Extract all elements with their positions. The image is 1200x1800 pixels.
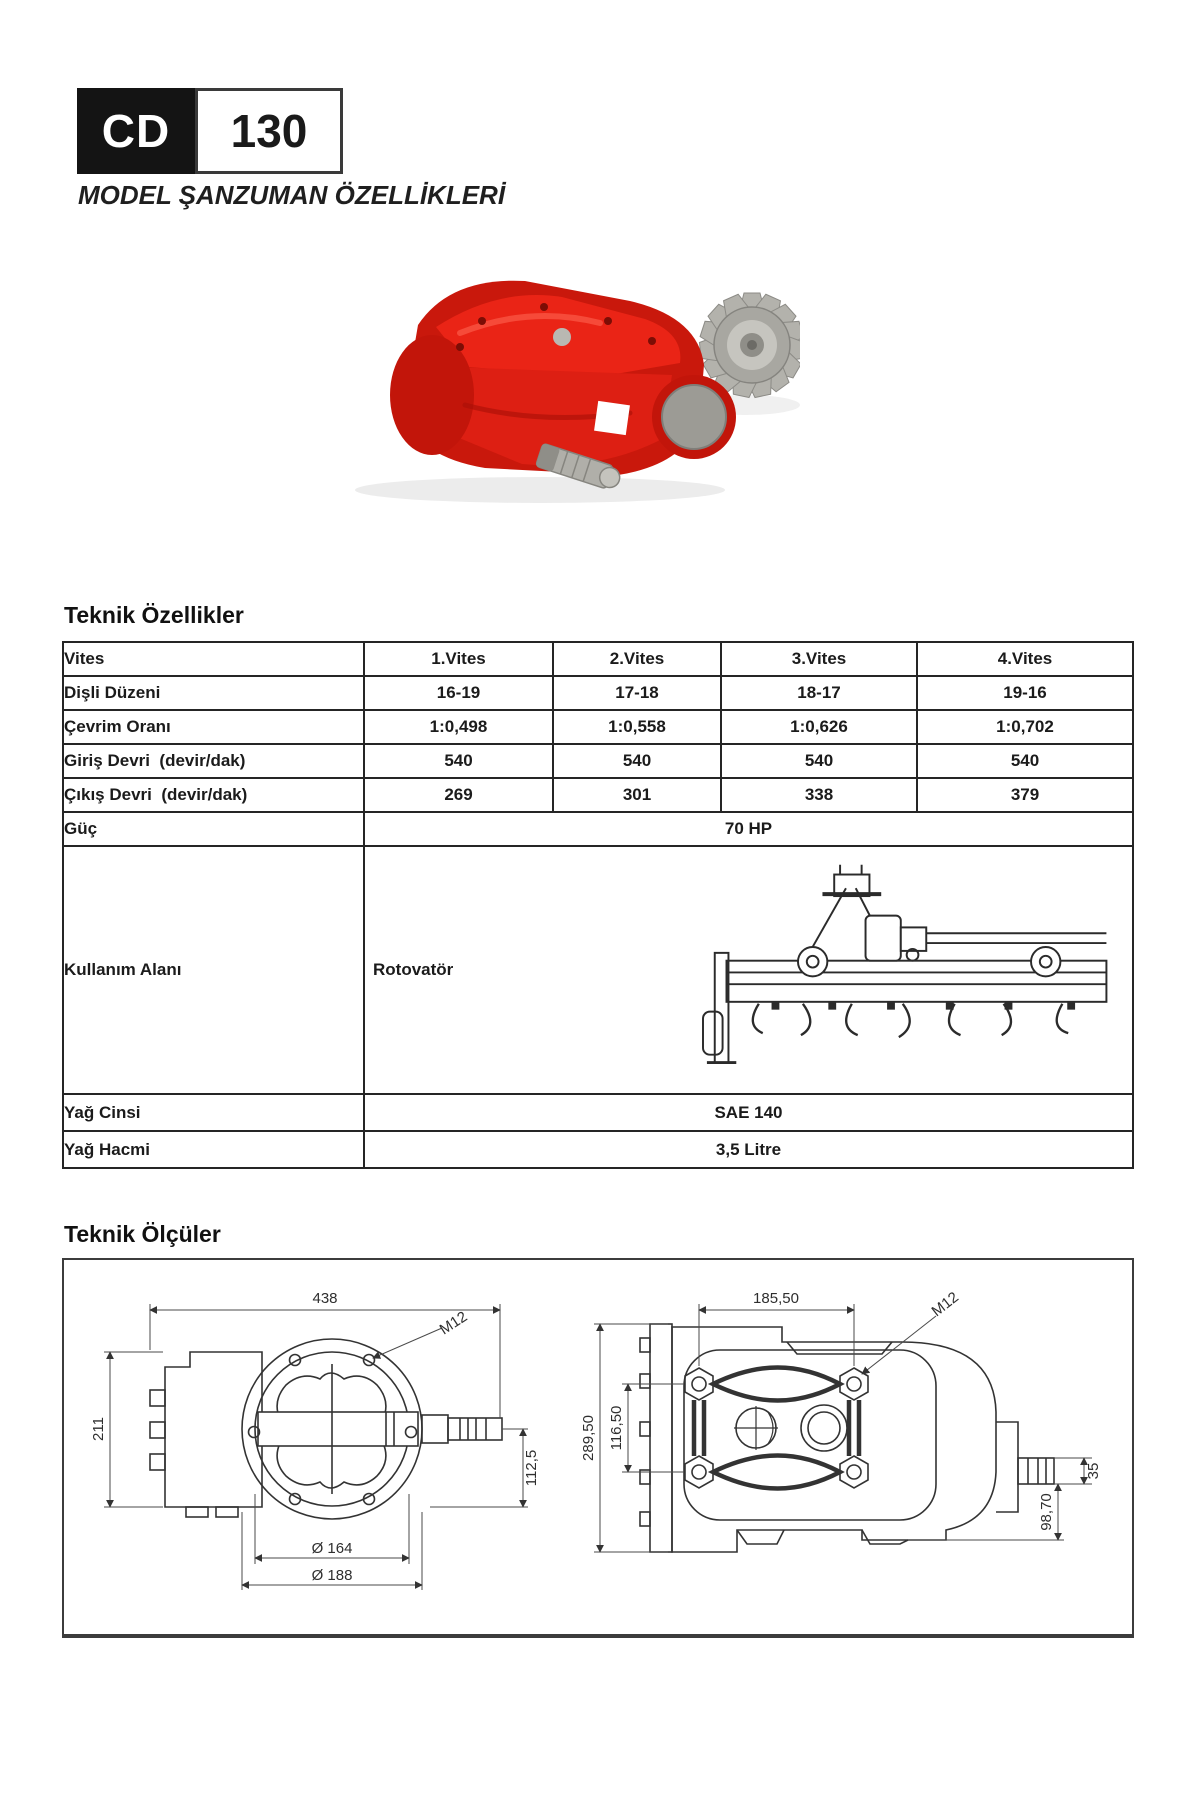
row-label: Çevrim Oranı [63, 710, 364, 744]
usage-value: Rotovatör [373, 960, 454, 979]
cell-value: 338 [721, 778, 917, 812]
cell-value: 17-18 [553, 676, 721, 710]
row-label-vites: Vites [63, 642, 364, 676]
cell-value-oil-type: SAE 140 [364, 1094, 1133, 1131]
table-row-oil-type [63, 1094, 1133, 1131]
model-brand-code: CD [77, 88, 195, 174]
row-label: Yağ Cinsi [63, 1094, 364, 1131]
cell-value: 1:0,558 [553, 710, 721, 744]
cell-value-oil-volume: 3,5 Litre [364, 1131, 1133, 1168]
table-row-power [63, 812, 1133, 846]
col-header-3: 3.Vites [721, 642, 917, 676]
spec-table [62, 641, 1134, 1169]
dim-flange-inner-diameter: Ø 164 [311, 1540, 353, 1557]
cell-value: 269 [364, 778, 553, 812]
dim-shaft-axis-offset: 112,5 [523, 1449, 540, 1487]
page-title: MODEL ŞANZUMAN ÖZELLİKLERİ [78, 180, 506, 210]
cell-value: 1:0,626 [721, 710, 917, 744]
col-header-1: 1.Vites [364, 642, 553, 676]
cell-value: 379 [917, 778, 1133, 812]
table-row-usage-area [63, 846, 1133, 1094]
dim-overall-height: 211 [90, 1417, 107, 1441]
dimension-drawing-top-view [90, 1272, 540, 1624]
cell-value: 540 [553, 744, 721, 778]
model-badge [77, 88, 343, 174]
gearbox-product-image [300, 225, 800, 515]
table-row-input-speed [63, 744, 1133, 778]
col-header-2: 2.Vites [553, 642, 721, 676]
technical-dimensions-panel [62, 1258, 1134, 1638]
dim-overall-width: 438 [312, 1290, 338, 1307]
row-label: Yağ Hacmi [63, 1131, 364, 1168]
row-label: Dişli Düzeni [63, 676, 364, 710]
gearbox-body [390, 281, 736, 492]
row-label: Çıkış Devri (devir/dak) [63, 778, 364, 812]
row-label: Güç [63, 812, 364, 846]
col-header-4: 4.Vites [917, 642, 1133, 676]
dim-flange-outer-diameter: Ø 188 [311, 1567, 353, 1584]
dim-bolt-label: M12 [928, 1288, 962, 1321]
table-row-ratio [63, 710, 1133, 744]
dim-bolt-spacing-width: 185,50 [753, 1290, 799, 1307]
cell-value: 1:0,498 [364, 710, 553, 744]
cell-value: 540 [721, 744, 917, 778]
cell-value-power: 70 HP [364, 812, 1133, 846]
specs-section-title: Teknik Özellikler [64, 602, 244, 628]
cell-value: 540 [364, 744, 553, 778]
rotary-tiller-drawing [656, 863, 1126, 1077]
table-row-oil-volume [63, 1131, 1133, 1168]
table-row-output-speed [63, 778, 1133, 812]
dimensions-section-title: Teknik Ölçüler [64, 1221, 221, 1247]
cell-value: 16-19 [364, 676, 553, 710]
dimension-drawing-side-view [532, 1272, 1112, 1624]
cell-value: 19-16 [917, 676, 1133, 710]
cell-value: 1:0,702 [917, 710, 1133, 744]
row-label: Kullanım Alanı [63, 846, 364, 1094]
model-number: 130 [195, 88, 343, 174]
dim-shaft-axis-offset: 98,70 [1038, 1493, 1055, 1531]
cell-value: 18-17 [721, 676, 917, 710]
row-label: Giriş Devri (devir/dak) [63, 744, 364, 778]
cell-value: 301 [553, 778, 721, 812]
cell-value: 540 [917, 744, 1133, 778]
dim-bolt-spacing-height: 116,50 [608, 1405, 625, 1451]
table-row-gear-arrangement [63, 676, 1133, 710]
dim-shaft-step: 35 [1085, 1462, 1102, 1480]
dim-overall-height: 289,50 [580, 1415, 597, 1461]
dim-bolt-label: M12 [436, 1308, 471, 1339]
table-row-header [63, 642, 1133, 676]
